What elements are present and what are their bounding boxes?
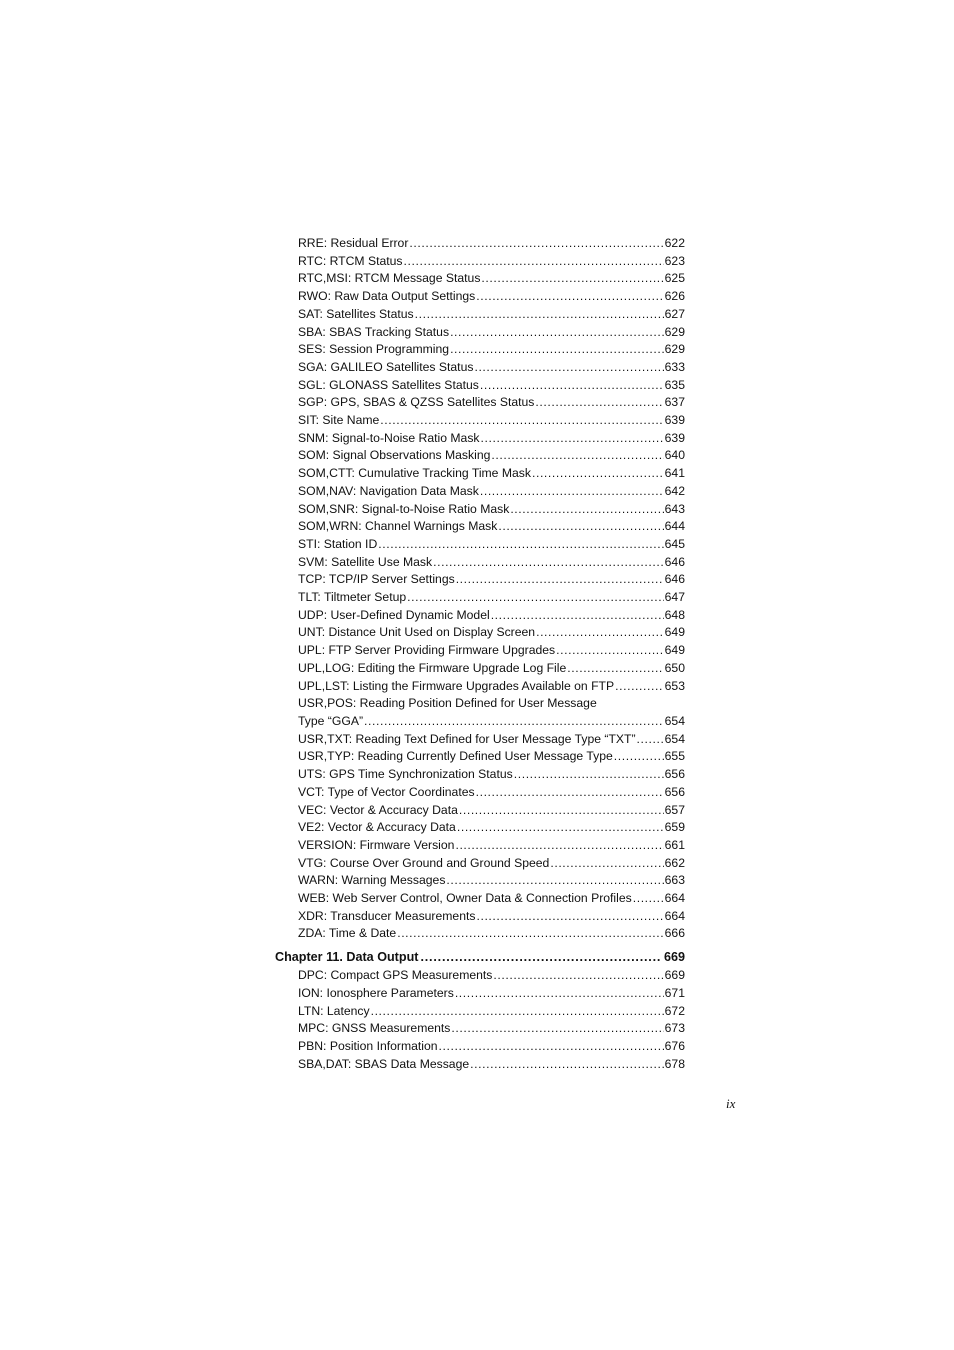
dot-leader (380, 412, 663, 430)
dot-leader (474, 359, 663, 377)
page-folio: ix (726, 1096, 736, 1111)
dot-leader (470, 1056, 664, 1074)
dot-leader (637, 731, 664, 749)
chapter-page: 669 (663, 950, 685, 965)
toc-entry-title: UDP: User-Defined Dynamic Model (298, 607, 490, 622)
toc-entry-page: 659 (664, 820, 685, 835)
toc-entry-title: SAT: Satellites Status (298, 306, 414, 321)
dot-leader (535, 394, 663, 412)
dot-leader (491, 447, 663, 465)
toc-entry-title: SGP: GPS, SBAS & QZSS Satellites Status (298, 395, 535, 410)
toc-entry-title: SOM: Signal Observations Masking (298, 448, 491, 463)
dot-leader (481, 270, 663, 288)
toc-entry-page: 654 (664, 713, 685, 728)
toc-entry-page: 676 (664, 1038, 685, 1053)
toc-entry-page: 625 (664, 271, 685, 286)
dot-leader (556, 642, 664, 660)
toc-entry[interactable] (298, 412, 685, 430)
dot-leader (480, 483, 664, 501)
toc-entry-page: 643 (664, 501, 685, 516)
toc-entry[interactable] (298, 967, 685, 985)
toc-entry-title: UPL: FTP Server Providing Firmware Upgrades (298, 643, 556, 658)
dot-leader (493, 967, 663, 985)
toc-entry[interactable] (298, 855, 685, 873)
toc-entry[interactable] (298, 802, 685, 820)
toc-entry-title: MPC: GNSS Measurements (298, 1021, 451, 1036)
toc-entry-page: 671 (664, 985, 685, 1000)
toc-entry-title: UTS: GPS Time Synchronization Status (298, 767, 513, 782)
toc-entry[interactable] (298, 465, 685, 483)
toc-entry-page: 672 (664, 1003, 685, 1018)
dot-leader (404, 253, 664, 271)
toc-entry[interactable] (298, 589, 685, 607)
toc-entry-title: SBA: SBAS Tracking Status (298, 324, 450, 339)
toc-entry[interactable] (298, 253, 685, 271)
dot-leader (459, 802, 664, 820)
toc-entry-page: 644 (664, 519, 685, 534)
toc-entry-page: 623 (664, 253, 685, 268)
dot-leader (567, 660, 663, 678)
toc-entry[interactable] (298, 908, 685, 926)
toc-entry-title: STI: Station ID (298, 536, 378, 551)
toc-entry-page: 656 (664, 767, 685, 782)
dot-leader (476, 784, 664, 802)
toc-entry[interactable] (298, 1020, 685, 1038)
toc-entry[interactable] (298, 678, 685, 696)
toc-entry-page: 622 (664, 236, 685, 250)
toc-entry-page: 626 (664, 289, 685, 304)
toc-entry[interactable] (298, 306, 685, 324)
toc-entry-page: 678 (664, 1056, 685, 1071)
toc-entry[interactable] (298, 784, 685, 802)
toc-entry[interactable] (298, 766, 685, 784)
toc-entry-title: DPC: Compact GPS Measurements (298, 968, 493, 983)
toc-entry[interactable] (298, 748, 685, 766)
toc-entry-title: RTC: RTCM Status (298, 253, 403, 268)
toc-entry-page: 656 (664, 784, 685, 799)
dot-leader (455, 837, 663, 855)
toc-entry[interactable] (298, 359, 685, 377)
dot-leader (457, 819, 664, 837)
toc-entry-title: SOM,WRN: Channel Warnings Mask (298, 519, 498, 534)
toc-entry[interactable] (298, 607, 685, 625)
toc-entry[interactable] (298, 536, 685, 554)
toc-entry-title: TCP: TCP/IP Server Settings (298, 572, 455, 587)
dot-leader (536, 624, 664, 642)
dot-leader (481, 430, 664, 448)
toc-entry-page: 673 (664, 1021, 685, 1036)
toc-entry-page: 627 (664, 306, 685, 321)
dot-leader (550, 855, 663, 873)
toc-entry[interactable] (298, 925, 685, 943)
toc-entry-title: USR,POS: Reading Position Defined for User Message (298, 696, 597, 711)
dot-leader (439, 1038, 664, 1056)
toc-entry[interactable] (298, 1003, 685, 1021)
toc-entry[interactable] (298, 872, 685, 890)
toc-entry-page: 650 (664, 660, 685, 675)
dot-leader (364, 713, 664, 731)
toc-entry-title: LTN: Latency (298, 1003, 370, 1018)
dot-leader (532, 465, 664, 483)
toc-entry-page: 642 (664, 483, 685, 498)
toc-entry-title: RTC,MSI: RTCM Message Status (298, 271, 481, 286)
toc-entry-page: 640 (664, 448, 685, 463)
toc-entry[interactable] (298, 554, 685, 572)
toc-entry[interactable] (298, 270, 685, 288)
toc-entry-page: 633 (664, 359, 685, 374)
toc-entry[interactable] (298, 731, 685, 749)
toc-entry-page: 641 (664, 466, 685, 481)
toc-entry-page: 653 (664, 678, 685, 693)
toc-entry[interactable] (298, 571, 685, 589)
toc-entry-title: USR,TYP: Reading Currently Defined User Message Type (298, 749, 613, 764)
toc-entry-page: 649 (664, 625, 685, 640)
dot-leader (498, 518, 663, 536)
dot-leader (615, 678, 664, 696)
toc-entry[interactable] (298, 819, 685, 837)
toc-entry-title-continued: Type “GGA” (298, 713, 364, 728)
toc-entry-title: SVM: Satellite Use Mask (298, 554, 433, 569)
toc-entry-page: 646 (664, 554, 685, 569)
toc-entry[interactable] (298, 447, 685, 465)
toc-entry-title: VE2: Vector & Accuracy Data (298, 820, 456, 835)
toc-entry[interactable] (298, 377, 685, 395)
toc-entry[interactable] (298, 1038, 685, 1056)
dot-leader (371, 1003, 664, 1021)
toc-entry-title: RWO: Raw Data Output Settings (298, 289, 476, 304)
toc-entry-title: SES: Session Programming (298, 342, 450, 357)
toc-entry[interactable] (298, 660, 685, 678)
dot-leader (510, 501, 663, 519)
toc-chapter-heading[interactable] (275, 948, 685, 966)
toc-entry[interactable] (298, 430, 685, 448)
toc-entry[interactable] (298, 341, 685, 359)
toc-entry[interactable] (298, 518, 685, 536)
toc-entry-title: SOM,CTT: Cumulative Tracking Time Mask (298, 466, 531, 481)
toc-entry-title: VTG: Course Over Ground and Ground Speed (298, 855, 550, 870)
toc-entry-title: PBN: Position Information (298, 1038, 438, 1053)
toc-entry[interactable] (298, 985, 685, 1003)
toc-entry-page: 635 (664, 377, 685, 392)
dot-leader (378, 536, 663, 554)
dot-leader (446, 872, 663, 890)
toc-entry-title: SOM,SNR: Signal-to-Noise Ratio Mask (298, 501, 510, 516)
dot-leader (407, 589, 664, 607)
toc-entry-page: 629 (664, 342, 685, 357)
toc-entry-page: 663 (664, 873, 685, 888)
dot-leader (476, 908, 663, 926)
dot-leader (614, 748, 664, 766)
toc-entry-title: UPL,LST: Listing the Firmware Upgrades Available on FTP (298, 678, 615, 693)
toc-entry[interactable] (298, 624, 685, 642)
dot-leader (514, 766, 664, 784)
table-of-contents (275, 235, 685, 1073)
toc-entry-page: 666 (664, 926, 685, 941)
dot-leader (409, 235, 663, 253)
toc-entry-title: ION: Ionosphere Parameters (298, 985, 454, 1000)
toc-entry-page: 669 (664, 968, 685, 983)
dot-leader (397, 925, 663, 943)
toc-entry[interactable] (298, 288, 685, 306)
toc-entry-page: 639 (664, 430, 685, 445)
toc-entry-title: SGL: GLONASS Satellites Status (298, 377, 479, 392)
dot-leader (455, 985, 664, 1003)
toc-entry-page: 629 (664, 324, 685, 339)
toc-entry-page: 645 (664, 536, 685, 551)
toc-entry-title: USR,TXT: Reading Text Defined for User Message Type “TXT” (298, 731, 636, 746)
toc-entry-title: UPL,LOG: Editing the Firmware Upgrade Log File (298, 660, 567, 675)
toc-entry-title: TLT: Tiltmeter Setup (298, 590, 407, 605)
toc-entry-page: 662 (664, 855, 685, 870)
dot-leader (633, 890, 664, 908)
toc-entry-title: VERSION: Firmware Version (298, 837, 455, 852)
toc-entry-page: 647 (664, 590, 685, 605)
dot-leader (480, 377, 664, 395)
toc-entry-page: 648 (664, 607, 685, 622)
toc-entry-title: WEB: Web Server Control, Owner Data & Connection Profiles (298, 891, 632, 906)
toc-entry[interactable] (298, 642, 685, 660)
dot-leader (451, 1020, 663, 1038)
dot-leader (420, 948, 662, 966)
toc-entry-page: 661 (664, 837, 685, 852)
dot-leader (415, 306, 664, 324)
toc-entry-page: 655 (664, 749, 685, 764)
toc-entry-page: 639 (664, 413, 685, 428)
toc-section-a (275, 235, 685, 695)
toc-entry-page: 664 (664, 891, 685, 906)
toc-entry-title: ZDA: Time & Date (298, 926, 397, 941)
dot-leader (476, 288, 663, 306)
toc-entry-title: SOM,NAV: Navigation Data Mask (298, 483, 479, 498)
toc-entry-title: VCT: Type of Vector Coordinates (298, 784, 475, 799)
dot-leader (456, 571, 664, 589)
toc-entry-page: 654 (664, 731, 685, 746)
toc-entry[interactable] (298, 501, 685, 519)
chapter-title: Chapter 11. Data Output (275, 950, 419, 965)
toc-entry-page: 649 (664, 643, 685, 658)
toc-entry[interactable] (298, 890, 685, 908)
toc-entry-title: SBA,DAT: SBAS Data Message (298, 1056, 470, 1071)
toc-section-b (275, 731, 685, 943)
dot-leader (450, 341, 664, 359)
toc-section-c (275, 967, 685, 1073)
toc-entry-title: VEC: Vector & Accuracy Data (298, 802, 458, 817)
dot-leader (433, 554, 664, 572)
dot-leader (450, 324, 664, 342)
toc-entry-title: WARN: Warning Messages (298, 873, 446, 888)
toc-entry-title: UNT: Distance Unit Used on Display Screen (298, 625, 536, 640)
toc-entry-page: 646 (664, 572, 685, 587)
toc-entry-page: 657 (664, 802, 685, 817)
toc-entry-title: SGA: GALILEO Satellites Status (298, 359, 474, 374)
toc-entry[interactable] (298, 837, 685, 855)
toc-entry-title: RRE: Residual Error (298, 236, 409, 250)
toc-entry[interactable] (298, 394, 685, 412)
toc-entry[interactable] (298, 324, 685, 342)
toc-entry[interactable] (298, 1056, 685, 1074)
toc-entry[interactable] (298, 483, 685, 501)
toc-entry-usr-pos[interactable] (298, 695, 685, 730)
toc-entry-title: XDR: Transducer Measurements (298, 908, 476, 923)
dot-leader (491, 607, 664, 625)
toc-entry-title: SIT: Site Name (298, 413, 380, 428)
toc-entry[interactable] (298, 235, 685, 253)
toc-entry-title: SNM: Signal-to-Noise Ratio Mask (298, 430, 480, 445)
toc-entry-page: 637 (664, 395, 685, 410)
toc-entry-page: 664 (664, 908, 685, 923)
